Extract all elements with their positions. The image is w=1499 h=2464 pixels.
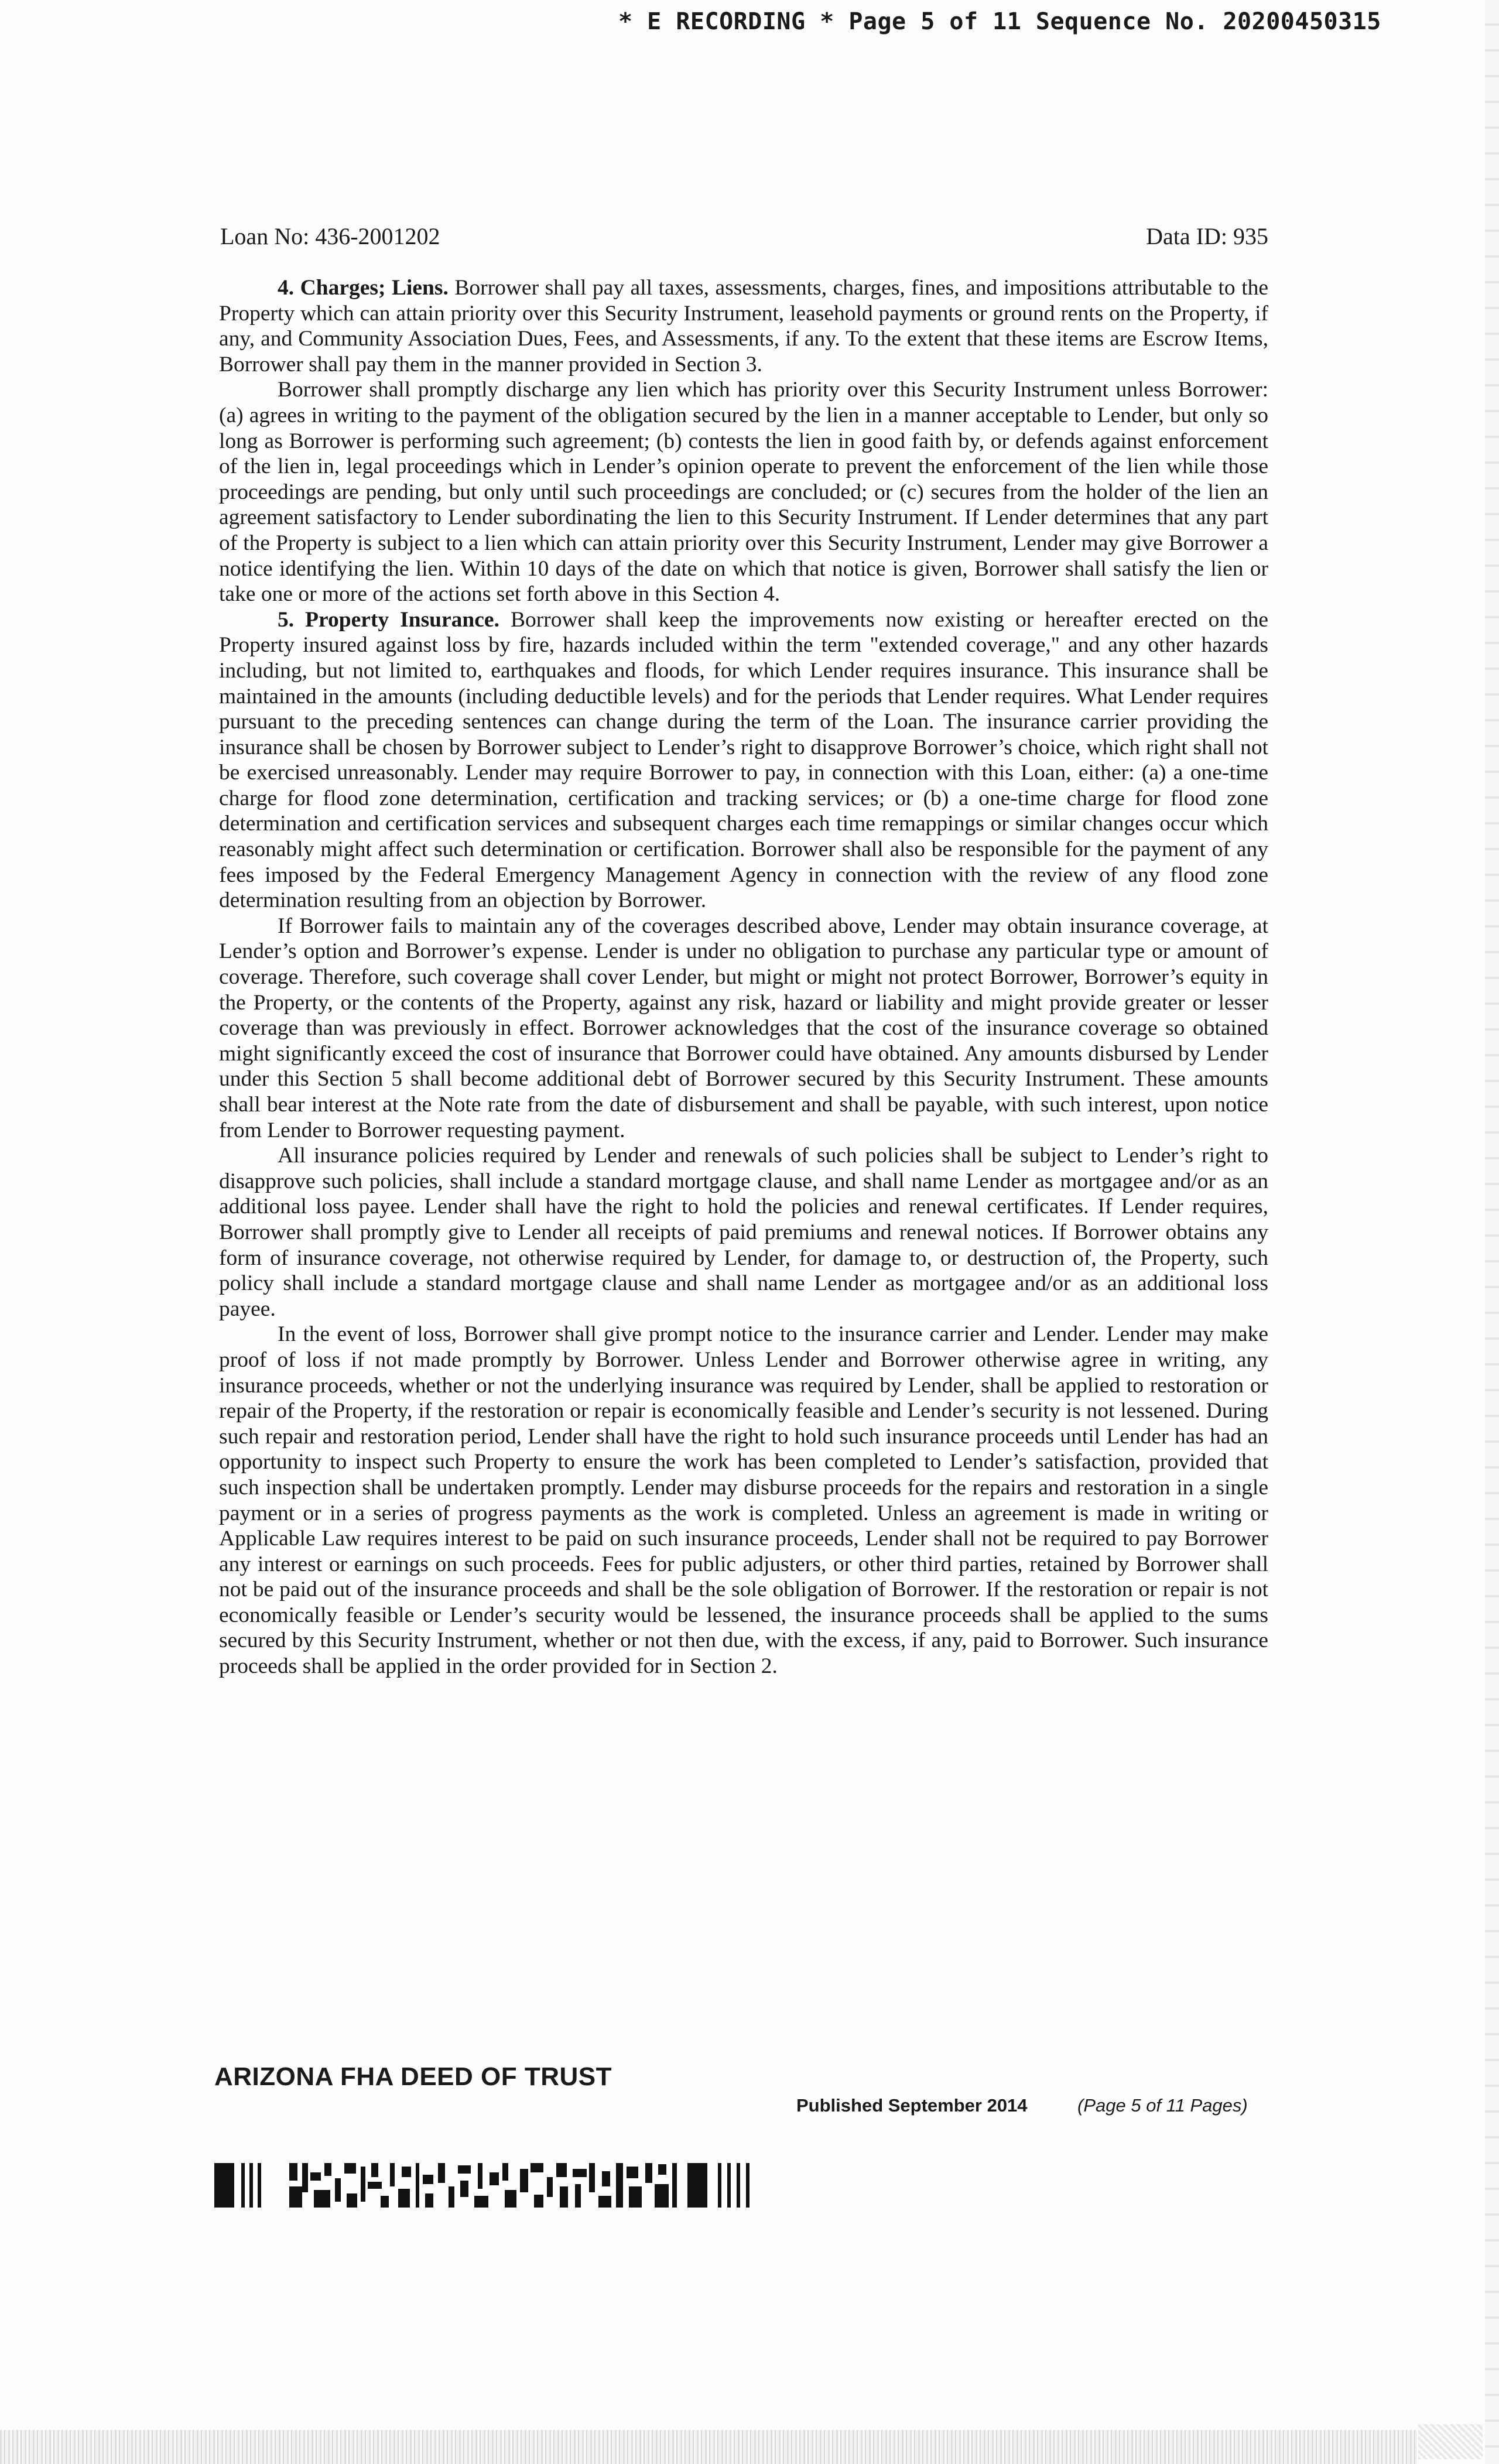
loan-info-row	[220, 223, 1268, 250]
section-4-paragraph-1	[219, 275, 1268, 377]
section-4-paragraph-2: Borrower shall promptly discharge any lien which has priority over this Security Instrument unless Borrower: (a) agrees in writing to the payment of the obligation secured by the lien in a manner acceptable to Lender, but only so long as Borrower is performing such agreement; (b) contests the lien in good faith by, or defends against enforcement of the lien in, legal proceedings which in Lender’s opinion operate to prevent the enforcement of the lien while those proceedings are pending, but only until such proceedings are concluded; or (c) secures from the holder of the lien an agreement satisfactory to Lender subordinating the lien to this Security Instrument. If Lender determines that any part of the Property is subject to a lien which can attain priority over this Security Instrument, Lender may give Borrower a notice identifying the lien. Within 10 days of the date on which that notice is given, Borrower shall satisfy the lien or take one or more of the actions set forth above in this Section 4.	[219, 378, 1268, 607]
scan-artifact-edge	[1485, 0, 1499, 2464]
section-5-paragraph-4: In the event of loss, Borrower shall give prompt notice to the insurance carrier and Lender. Lender may make proof of loss if not made promptly by Borrower. Unless Lender and Borrower otherwise agree in writing, any insurance proceeds, whether or not the underlying insurance was required by Lender, shall be applied to restoration or repair of the Property, if the restoration or repair is economically feasible and Lender’s security is not lessened. During such repair and restoration period, Lender shall have the right to hold such insurance proceeds until Lender has had an opportunity to inspect such Property to ensure the work has been completed to Lender’s satisfaction, provided that such inspection shall be undertaken promptly. Lender may disburse proceeds for the repairs and restoration in a single payment or in a series of progress payments as the work is completed. Unless an agreement is made in writing or Applicable Law requires interest to be paid on such insurance proceeds, Lender shall not be required to pay Borrower any interest or earnings on such proceeds. Fees for public adjusters, or other third parties, retained by Borrower shall not be paid out of the insurance proceeds and shall be the sole obligation of Borrower. If the restoration or repair is not economically feasible or Lender’s security would be lessened, the insurance proceeds shall be applied to the sums secured by this Security Instrument, whether or not then due, with the excess, if any, paid to Borrower. Such insurance proceeds shall be applied in the order provided for in Section 2.	[219, 1322, 1268, 1679]
section-5-heading: 5. Property Insurance.	[278, 607, 499, 632]
barcode-icon	[214, 2161, 776, 2210]
recording-header: * E RECORDING * Page 5 of 11 Sequence No. 20200450315	[618, 8, 1381, 35]
published-date: Published September 2014	[796, 2095, 1028, 2116]
section-5-text-1: Borrower shall keep the improvements now existing or hereafter erected on the Property insured against loss by fire, hazards included within the term "extended coverage," and any other hazards including, but not limited to, earthquakes and floods, for which Lender requires insurance. This insurance shall be maintained in the amounts (including deductible levels) and for the periods that Lender requires. What Lender requires pursuant to the preceding sentences can change during the term of the Loan. The insurance carrier providing the insurance shall be chosen by Borrower subject to Lender’s right to disapprove Borrower’s choice, which right shall not be exercised unreasonably. Lender may require Borrower to pay, in connection with this Loan, either: (a) a one-time charge for flood zone determination, certification and tracking services; or (b) a one-time charge for flood zone determination and certification services and subsequent charges each time remappings or similar changes occur which reasonably might affect such determination or certification. Borrower shall also be responsible for the payment of any fees imposed by the Federal Emergency Management Agency in connection with the review of any flood zone determination resulting from an objection by Borrower.	[219, 607, 1268, 913]
scan-artifact-corner	[1418, 2424, 1483, 2459]
section-5-paragraph-2: If Borrower fails to maintain any of the coverages described above, Lender may obtain insurance coverage, at Lender’s option and Borrower’s expense. Lender is under no obligation to purchase any particular type or amount of coverage. Therefore, such coverage shall cover Lender, but might or might not protect Borrower, Borrower’s equity in the Property, or the contents of the Property, against any risk, hazard or liability and might provide greater or lesser coverage than was previously in effect. Borrower acknowledges that the cost of the insurance coverage so obtained might significantly exceed the cost of insurance that Borrower could have obtained. Any amounts disbursed by Lender under this Section 5 shall become additional debt of Borrower secured by this Security Instrument. These amounts shall bear interest at the Note rate from the date of disbursement and shall be payable, with such interest, upon notice from Lender to Borrower requesting payment.	[219, 913, 1268, 1142]
page-count: (Page 5 of 11 Pages)	[1077, 2095, 1248, 2116]
section-5-paragraph-3: All insurance policies required by Lender and renewals of such policies shall be subject to Lender’s right to disapprove such policies, shall include a standard mortgage clause, and shall name Lender as mortgagee and/or as an additional loss payee. Lender shall have the right to hold the policies and renewal certificates. If Lender requires, Borrower shall promptly give to Lender all receipts of paid premiums and renewal notices. If Borrower obtains any form of insurance coverage, not otherwise required by Lender, for damage to, or destruction of, the Property, such policy shall include a standard mortgage clause and shall name Lender as mortgagee and/or as an additional loss payee.	[219, 1144, 1268, 1321]
document-body	[219, 275, 1268, 1679]
data-id: Data ID: 935	[1146, 223, 1268, 249]
section-4-text-1: Borrower shall pay all taxes, assessments, charges, fines, and impositions attributable to the Property which can attain priority over this Security Instrument, leasehold payments or ground rents on the Property, if any, and Community Association Dues, Fees, and Assessments, if any. To the extent that these items are Escrow Items, Borrower shall pay them in the manner provided in Section 3.	[219, 276, 1269, 377]
loan-number: Loan No: 436-2001202	[220, 223, 440, 249]
form-title: ARIZONA FHA DEED OF TRUST	[214, 2062, 612, 2091]
section-4-heading: 4. Charges; Liens.	[278, 276, 449, 300]
scan-artifact-strip	[0, 2430, 1417, 2464]
section-5-paragraph-1	[219, 607, 1268, 913]
